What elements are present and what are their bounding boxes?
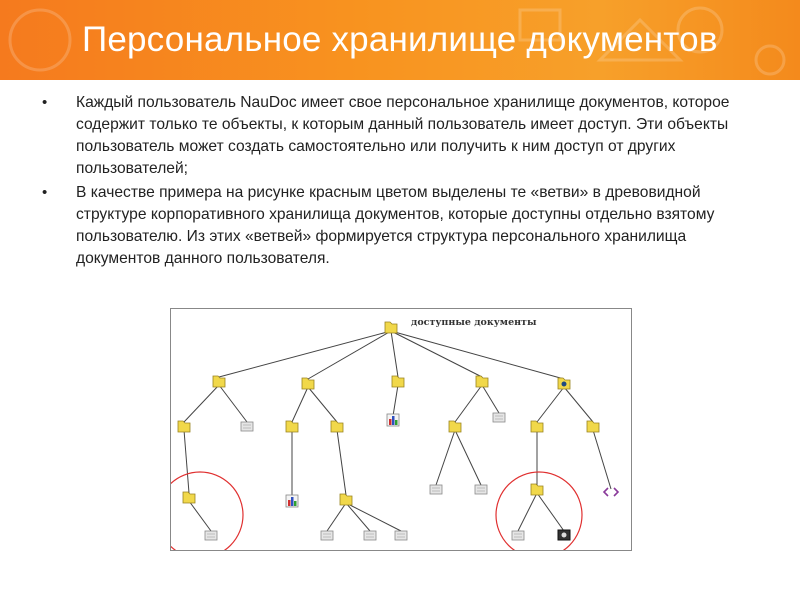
tree-connector	[482, 385, 499, 413]
folder-icon	[183, 492, 195, 503]
tree-connector	[337, 430, 346, 495]
tree-connector	[346, 503, 370, 531]
folder-icon	[331, 421, 343, 432]
tree-connector	[391, 331, 564, 379]
bullet-dot: •	[42, 184, 48, 201]
tree-connector	[219, 331, 391, 377]
folder-icon	[178, 421, 190, 432]
code-file-icon	[604, 488, 618, 496]
folder-icon	[302, 378, 314, 389]
tree-connector	[184, 430, 189, 493]
tree-connector	[391, 331, 482, 377]
tree-connector	[308, 387, 337, 422]
tree-connector	[219, 385, 247, 422]
document-icon	[512, 531, 524, 540]
tree-connector	[393, 385, 398, 416]
document-icon	[364, 531, 376, 540]
bullet-item	[36, 182, 736, 270]
document-icon	[205, 531, 217, 540]
folder-icon	[286, 421, 298, 432]
tree-connector	[436, 430, 455, 485]
folder-icon	[449, 421, 461, 432]
bullet-list	[36, 92, 736, 272]
tree-connector	[391, 331, 398, 377]
folder-icon	[531, 421, 543, 432]
document-icon	[321, 531, 333, 540]
folder-icon	[340, 494, 352, 505]
tree-diagram	[171, 309, 631, 550]
folder-icon	[558, 378, 570, 389]
figure-caption: доступные документы	[411, 317, 537, 328]
tree-connector	[184, 385, 219, 422]
document-icon	[241, 422, 253, 431]
folder-icon	[385, 322, 397, 333]
folder-icon	[476, 376, 488, 387]
chart-file-icon	[387, 414, 399, 426]
tree-connector	[189, 501, 211, 531]
bullet-text: Каждый пользователь NauDoc имеет свое персональное хранилище документов, которое содержит только те объекты, к которым данный пользователь имеет доступ. Эти объекты пользователь может создать самостоятельно или получить к ним доступ от других пользователей;	[76, 94, 730, 177]
page-title: Персональное хранилище документов	[82, 20, 718, 59]
tree-connector	[593, 430, 611, 489]
folder-icon	[531, 484, 543, 495]
document-icon	[430, 485, 442, 494]
folder-icon	[392, 376, 404, 387]
tree-connector	[537, 493, 564, 531]
slide-header	[0, 0, 800, 80]
tree-connector	[564, 387, 593, 422]
folder-icon	[587, 421, 599, 432]
document-icon	[493, 413, 505, 422]
tree-connector	[346, 503, 401, 531]
tree-connector	[327, 503, 346, 531]
bullet-item	[36, 92, 736, 180]
tree-connector	[455, 385, 482, 422]
chart-file-icon	[286, 495, 298, 507]
document-icon	[475, 485, 487, 494]
bullet-text: В качестве примера на рисунке красным цветом выделены те «ветви» в древовидной структуре корпоративного хранилища документов, которые доступны отдельно взятому пользователю. Из этих «ветвей» формируется структура персонального хранилища документов данного пользователя.	[76, 184, 715, 267]
tree-connector	[518, 493, 537, 531]
tree-connector	[292, 387, 308, 422]
tree-connector	[455, 430, 481, 485]
document-tree-figure	[170, 308, 632, 551]
camera-icon	[558, 530, 570, 540]
document-icon	[395, 531, 407, 540]
folder-icon	[213, 376, 225, 387]
tree-connector	[537, 387, 564, 422]
bullet-dot: •	[42, 94, 48, 111]
tree-connector	[308, 331, 391, 379]
